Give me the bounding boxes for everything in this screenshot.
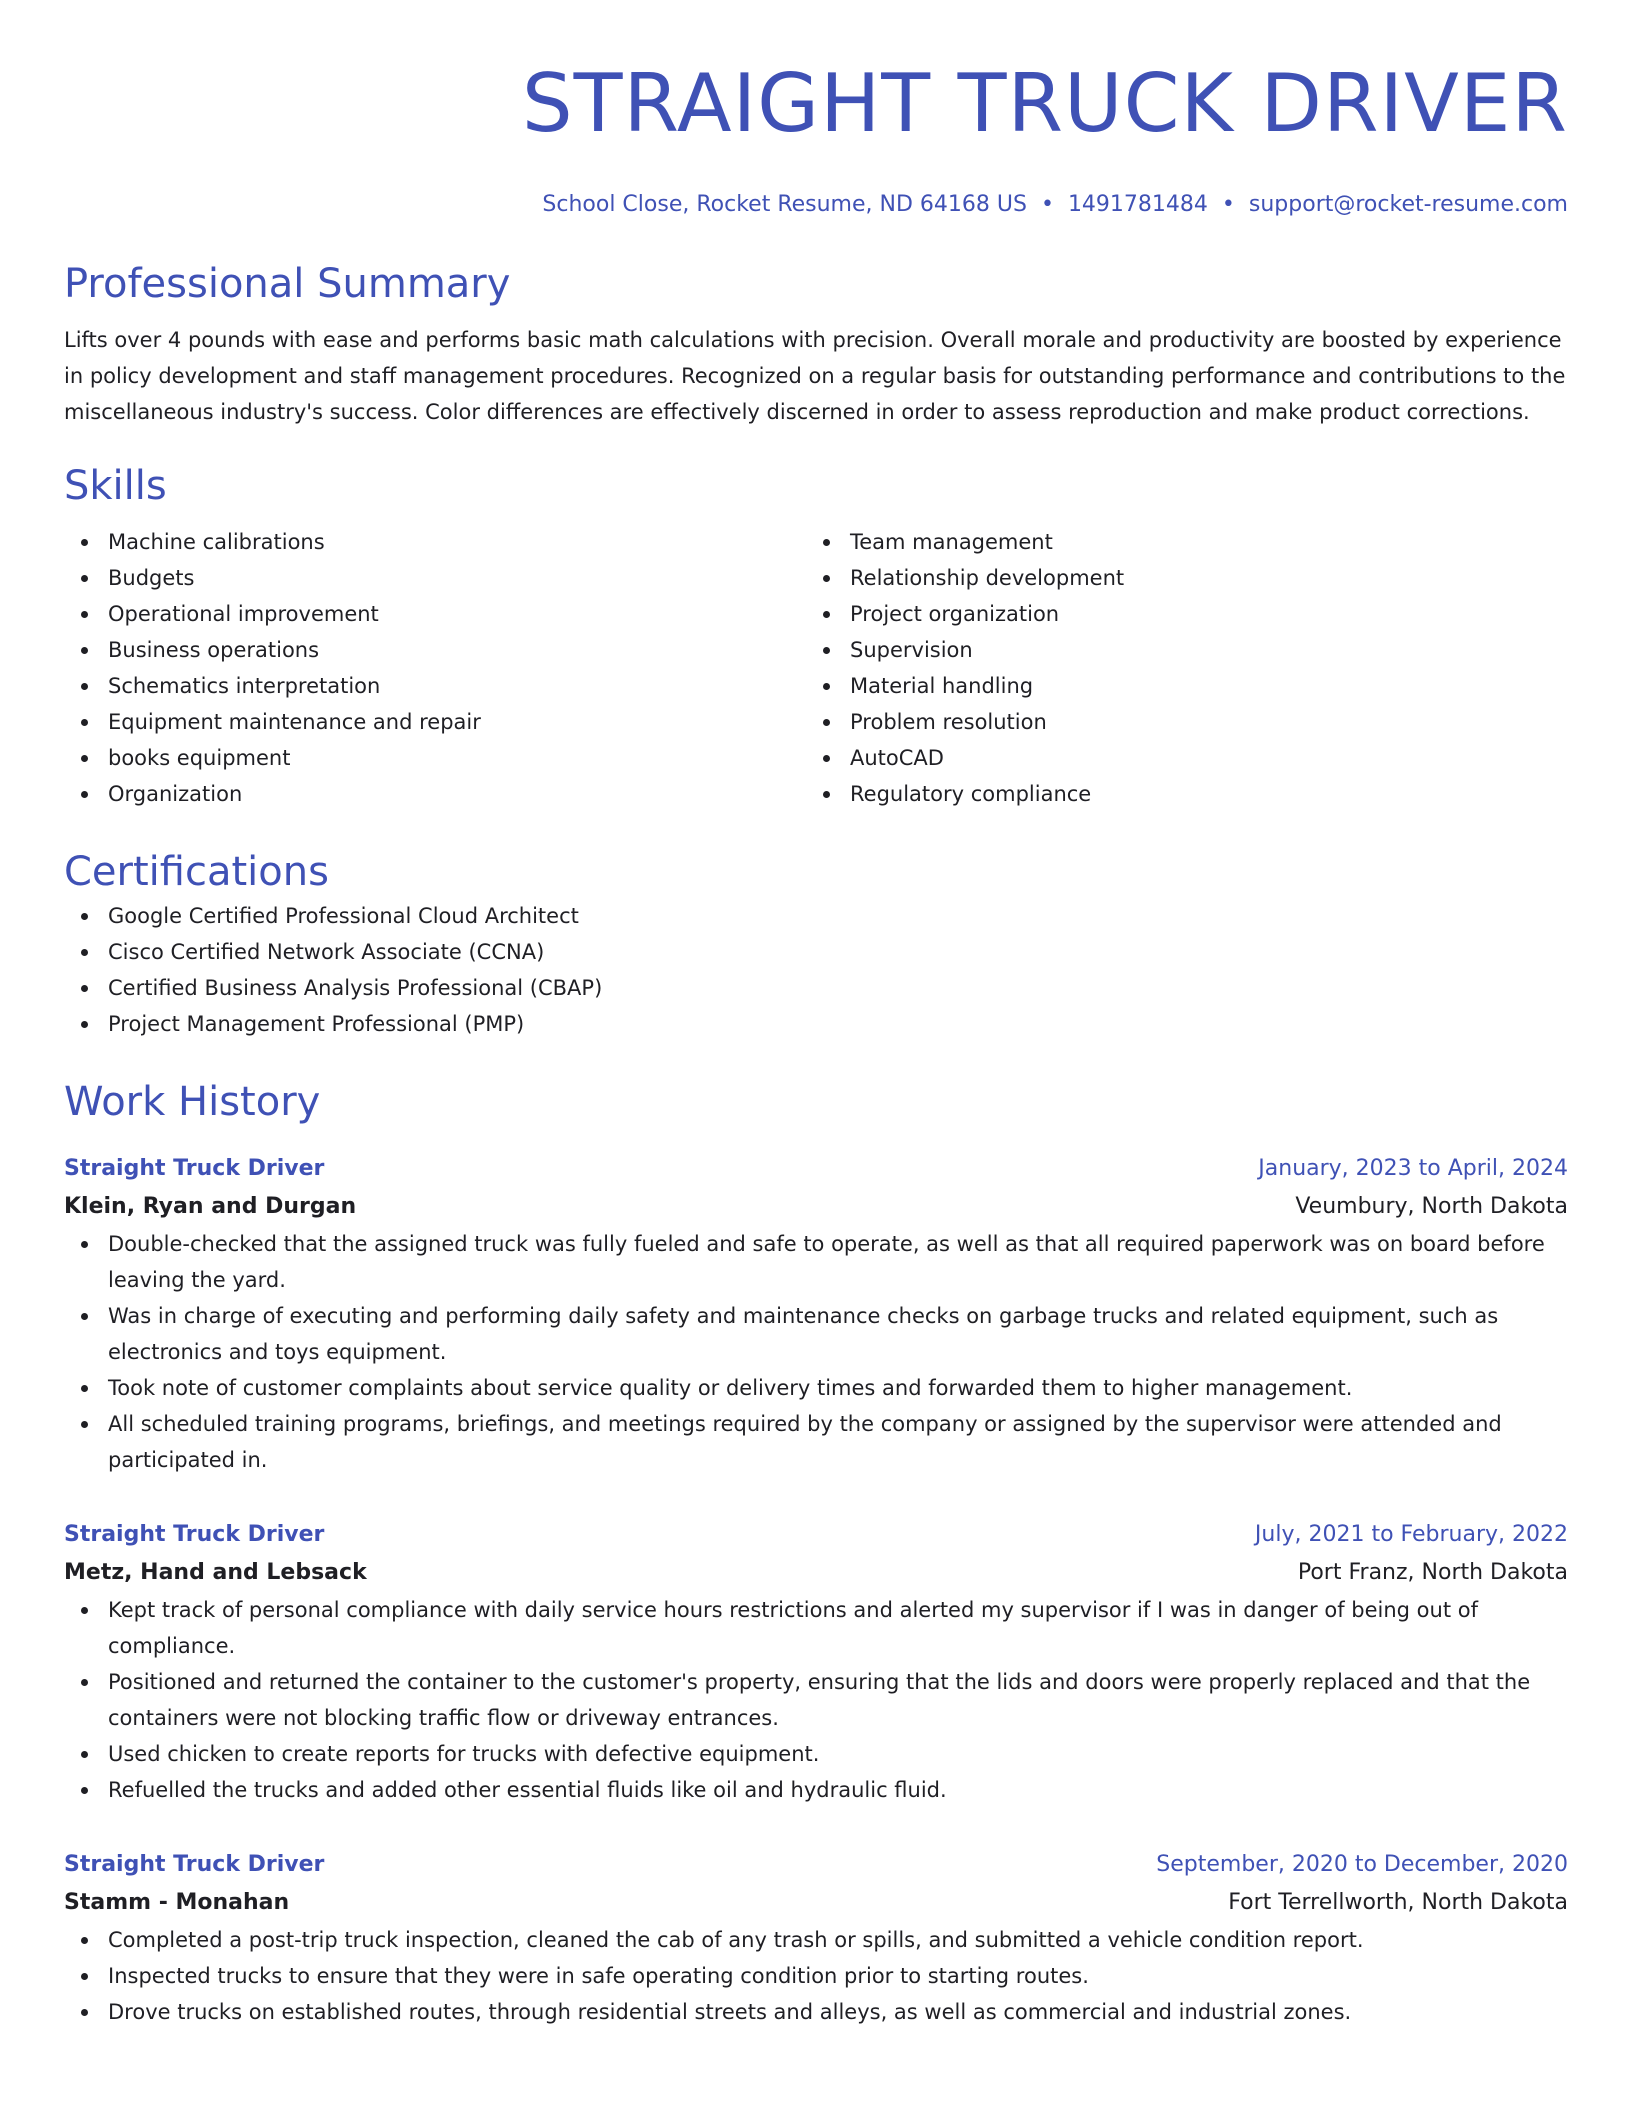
job-location: Port Franz, North Dakota [1297, 1560, 1568, 1585]
certification-item: Certified Business Analysis Professional (CBAP) [64, 970, 1568, 1006]
skill-item: Material handling [806, 668, 1548, 704]
skill-item: books equipment [64, 740, 806, 776]
job-header-row [64, 1846, 1568, 1884]
work-history-section [64, 1076, 1568, 2030]
job-company: Metz, Hand and Lebsack [64, 1560, 367, 1585]
skill-item: Schematics interpretation [64, 668, 806, 704]
resume-name: STRAIGHT TRUCK DRIVER [521, 57, 1568, 150]
skill-item: Organization [64, 776, 806, 812]
job-duty-item: Drove trucks on established routes, through residential streets and alleys, as well as commercial and industrial zones. [64, 1994, 1568, 2030]
job-entry [64, 1516, 1568, 1808]
job-duty-item: Took note of customer complaints about service quality or delivery times and forwarded them to higher management. [64, 1370, 1568, 1406]
job-duties-list [64, 1922, 1568, 2030]
job-duty-item: Completed a post-trip truck inspection, cleaned the cab of any trash or spills, and submitted a vehicle condition report. [64, 1922, 1568, 1958]
skills-section [64, 460, 1568, 812]
job-duties-list [64, 1592, 1568, 1808]
job-dates: July, 2021 to February, 2022 [1254, 1522, 1568, 1547]
skill-item: Operational improvement [64, 596, 806, 632]
skill-item: Team management [806, 524, 1548, 560]
skills-list-right [806, 524, 1548, 812]
job-header-row [64, 1516, 1568, 1554]
job-company: Stamm - Monahan [64, 1890, 290, 1915]
certifications-heading: Certifications [64, 849, 329, 895]
job-dates: September, 2020 to December, 2020 [1156, 1852, 1568, 1877]
summary-heading: Professional Summary [64, 261, 511, 307]
job-duty-item: Refuelled the trucks and added other essential fluids like oil and hydraulic fluid. [64, 1772, 1568, 1808]
skill-item: Machine calibrations [64, 524, 806, 560]
job-duty-item: Positioned and returned the container to the customer's property, ensuring that the lids and doors were properly replaced and that the containers were not blocking traffic flow or driveway entrances. [64, 1664, 1568, 1736]
job-entry [64, 1150, 1568, 1478]
summary-text: Lifts over 4 pounds with ease and performs basic math calculations with precision. Overall morale and productivity are boosted by experience in policy development and staff management procedures. Recognized on a regular basis for outstanding performance and contributions to the miscellaneous industry's success. Color differences are effectively discerned in order to assess reproduction and make product corrections. [64, 328, 1566, 424]
job-duty-item: Kept track of personal compliance with daily service hours restrictions and alerted my supervisor if I was in danger of being out of compliance. [64, 1592, 1568, 1664]
job-location: Veumbury, North Dakota [1295, 1194, 1568, 1219]
contact-separator: • [1040, 192, 1054, 217]
contact-separator: • [1221, 192, 1235, 217]
skills-column-right [806, 524, 1548, 812]
job-duties-list [64, 1226, 1568, 1478]
work-history-heading: Work History [64, 1079, 321, 1125]
resume-page [64, 0, 1568, 2030]
skill-item: Relationship development [806, 560, 1548, 596]
job-header-row [64, 1150, 1568, 1188]
summary-section [64, 258, 1568, 430]
contact-address: School Close, Rocket Resume, ND 64168 US [542, 192, 1027, 217]
job-duty-item: All scheduled training programs, briefings, and meetings required by the company or assigned by the supervisor were attended and participated in. [64, 1406, 1568, 1478]
skill-item: Business operations [64, 632, 806, 668]
job-entry [64, 1846, 1568, 2030]
job-duty-item: Used chicken to create reports for trucks with defective equipment. [64, 1736, 1568, 1772]
skills-heading: Skills [64, 463, 167, 509]
certifications-section [64, 846, 1568, 1042]
certification-item: Cisco Certified Network Associate (CCNA) [64, 934, 1568, 970]
job-location: Fort Terrellworth, North Dakota [1228, 1890, 1568, 1915]
skill-item: Supervision [806, 632, 1548, 668]
skill-item: Budgets [64, 560, 806, 596]
contact-email[interactable]: support@rocket-resume.com [1248, 192, 1568, 217]
job-title: Straight Truck Driver [64, 1522, 325, 1547]
job-title: Straight Truck Driver [64, 1156, 325, 1181]
job-company-row [64, 1188, 1568, 1226]
certification-item: Project Management Professional (PMP) [64, 1006, 1568, 1042]
job-company-row [64, 1554, 1568, 1592]
skills-grid [64, 524, 1568, 812]
skill-item: Project organization [806, 596, 1548, 632]
skills-column-left [64, 524, 806, 812]
job-duty-item: Double-checked that the assigned truck was fully fueled and safe to operate, as well as that all required paperwork was on board before leaving the yard. [64, 1226, 1568, 1298]
job-title: Straight Truck Driver [64, 1852, 325, 1877]
skill-item: Problem resolution [806, 704, 1548, 740]
job-company: Klein, Ryan and Durgan [64, 1194, 357, 1219]
job-dates: January, 2023 to April, 2024 [1258, 1156, 1568, 1181]
job-duty-item: Inspected trucks to ensure that they were in safe operating condition prior to starting routes. [64, 1958, 1568, 1994]
certifications-list [64, 898, 1568, 1042]
skill-item: Regulatory compliance [806, 776, 1548, 812]
skill-item: AutoCAD [806, 740, 1548, 776]
job-duty-item: Was in charge of executing and performing daily safety and maintenance checks on garbage trucks and related equipment, such as electronics and toys equipment. [64, 1298, 1568, 1370]
certification-item: Google Certified Professional Cloud Architect [64, 898, 1568, 934]
contact-phone: 1491781484 [1067, 192, 1208, 217]
contact-line [64, 190, 1568, 220]
skill-item: Equipment maintenance and repair [64, 704, 806, 740]
skills-list-left [64, 524, 806, 812]
job-company-row [64, 1884, 1568, 1922]
